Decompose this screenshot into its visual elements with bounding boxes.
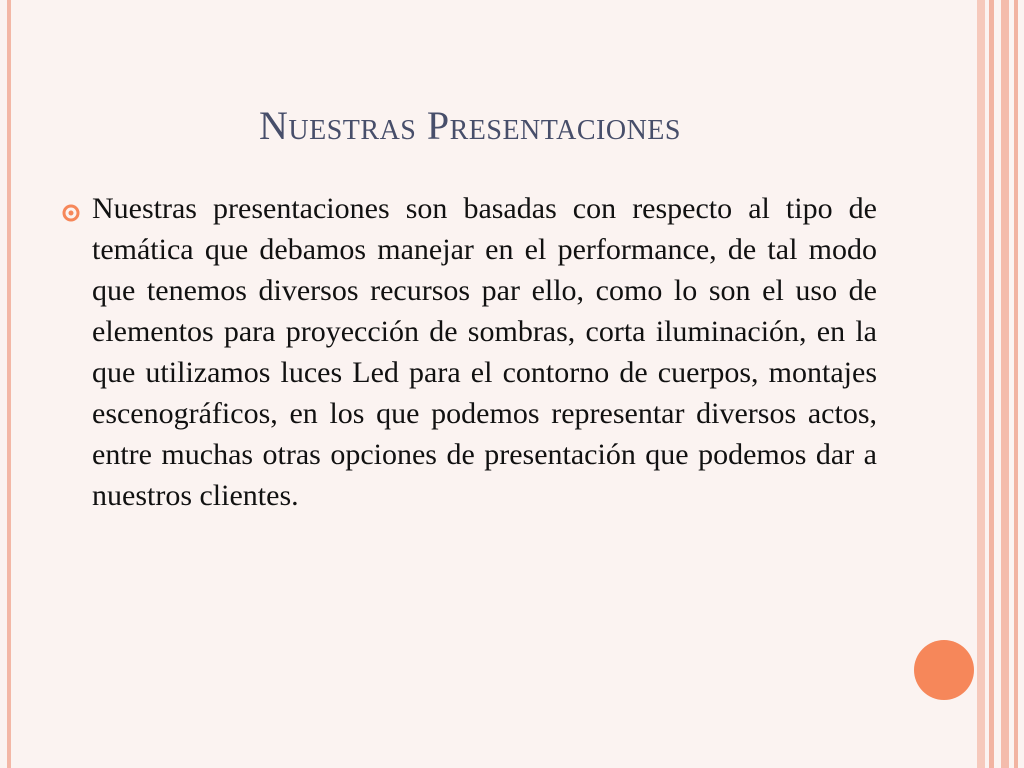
right-border-stripe <box>1001 0 1009 768</box>
slide-title: Nuestras Presentaciones <box>259 103 681 148</box>
bullet-text: Nuestras presentaciones son basadas con respecto al tipo de temática que debamos manejar en el performance, de tal modo que tenemos diversos recursos par ello, como lo son el uso de elementos para proyección de sombras, corta iluminación, en la que utilizamos luces Led para el contorno de cuerpos, montajes escenográficos, en los que podemos representar diversos actos, entre muchas otras opciones de presentación que podemos dar a nuestros clientes. <box>92 192 877 512</box>
circle-bullet-icon <box>62 204 80 222</box>
right-border-stripe <box>989 0 994 768</box>
decorative-circle <box>914 640 974 700</box>
right-border-stripe <box>1014 0 1018 768</box>
right-border-stripe-light <box>977 0 985 768</box>
